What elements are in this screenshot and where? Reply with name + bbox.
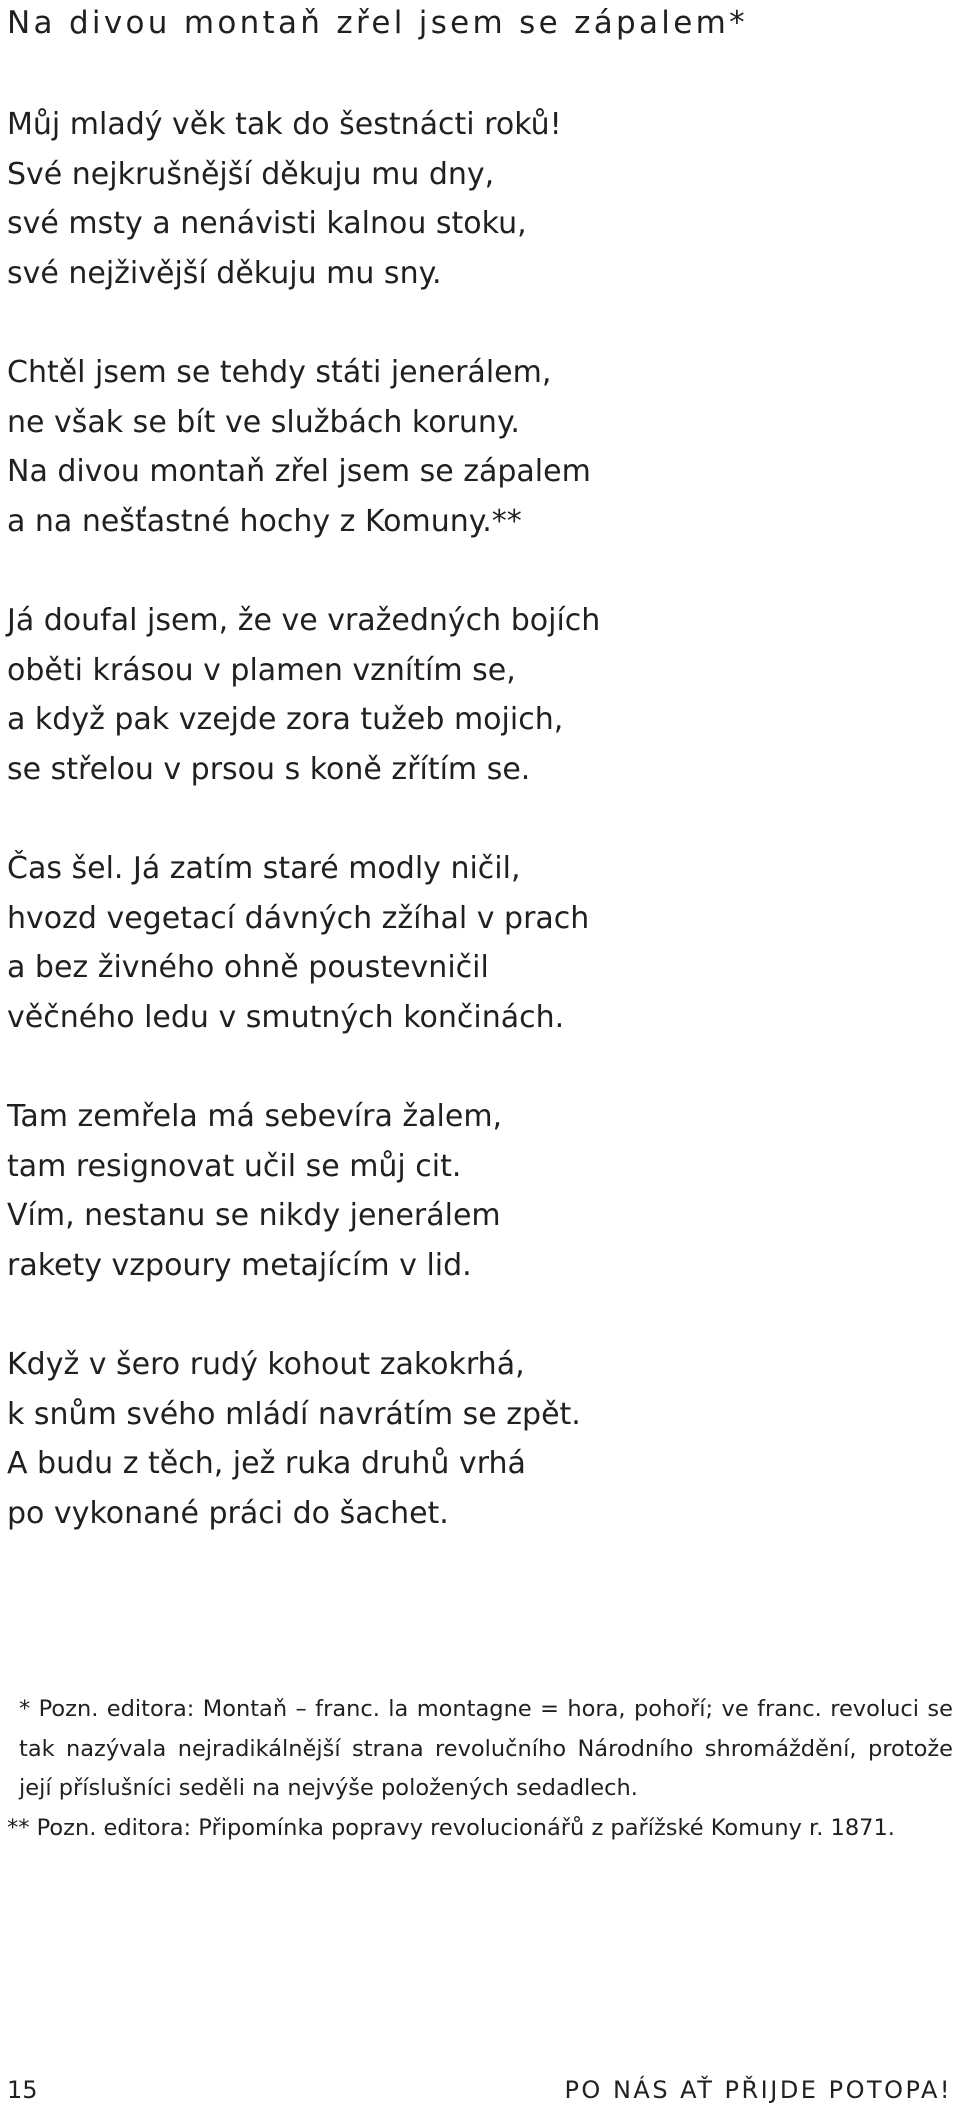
- verse-line: oběti krásou v plamen vznítím se,: [7, 652, 516, 688]
- verse-line: Své nejkrušnější děkuju mu dny,: [7, 156, 495, 192]
- verse-line: Když v šero rudý kohout zakokrhá,: [7, 1347, 525, 1382]
- stanza: [7, 1340, 947, 1538]
- stanza: [7, 1092, 947, 1290]
- verse-line: ne však se bít ve službách koruny.: [7, 404, 520, 440]
- verse-line: A budu z těch, jež ruka druhů vrhá: [7, 1446, 526, 1481]
- running-title: PO NÁS AŤ PŘIJDE POTOPA!: [564, 2076, 952, 2104]
- poem-body: [7, 100, 947, 1588]
- verse-line: Vím, nestanu se nikdy jenerálem: [7, 1198, 501, 1233]
- footnote-montan: * Pozn. editora: Montaň – franc. la montagne = hora, pohoří; ve franc. revoluci se tak nazývala nejradikálnější strana revolučního Národního shromáždění, protože její příslušníci seděli na nejvýše položených sedadlech.: [19, 1696, 953, 1801]
- verse-line: k snům svého mládí navrátím se zpět.: [7, 1396, 581, 1432]
- verse-line: po vykonané práci do šachet.: [7, 1495, 449, 1531]
- verse-line: Čas šel. Já zatím staré modly ničil,: [7, 851, 521, 886]
- verse-line: Chtěl jsem se tehdy státi jenerálem,: [7, 355, 552, 390]
- verse-line: věčného ledu v smutných končinách.: [7, 999, 565, 1035]
- verse-line: a když pak vzejde zora tužeb mojich,: [7, 702, 564, 737]
- verse-line: Na divou montaň zřel jsem se zápalem: [7, 454, 591, 489]
- stanza: [7, 596, 947, 794]
- verse-line: Můj mladý věk tak do šestnácti roků!: [7, 107, 562, 142]
- verse-line: rakety vzpoury metajícím v lid.: [7, 1247, 472, 1283]
- verse-line: Tam zemřela má sebevíra žalem,: [7, 1099, 503, 1134]
- verse-line: se střelou v prsou s koně zřítím se.: [7, 751, 531, 787]
- stanza: [7, 100, 947, 298]
- stanza: [7, 348, 947, 546]
- footnote-komuna: ** Pozn. editora: Připomínka popravy revolucionářů z pařížské Komuny r. 1871.: [7, 1814, 895, 1841]
- verse-line: hvozd vegetací dávných zžíhal v prach: [7, 900, 590, 936]
- poem-title: Na divou montaň zřel jsem se zápalem*: [7, 5, 748, 41]
- page-number: 15: [7, 2076, 38, 2104]
- verse-line: a na nešťastné hochy z Komuny.**: [7, 503, 522, 539]
- footnotes: [7, 1690, 953, 1848]
- verse-line: tam resignovat učil se můj cit.: [7, 1148, 462, 1184]
- verse-line: své nejživější děkuju mu sny.: [7, 255, 442, 291]
- verse-line: své msty a nenávisti kalnou stoku,: [7, 206, 527, 241]
- stanza: [7, 844, 947, 1042]
- verse-line: a bez živného ohně poustevničil: [7, 950, 489, 985]
- verse-line: Já doufal jsem, že ve vražedných bojích: [7, 603, 601, 638]
- page-footer: [7, 2073, 952, 2107]
